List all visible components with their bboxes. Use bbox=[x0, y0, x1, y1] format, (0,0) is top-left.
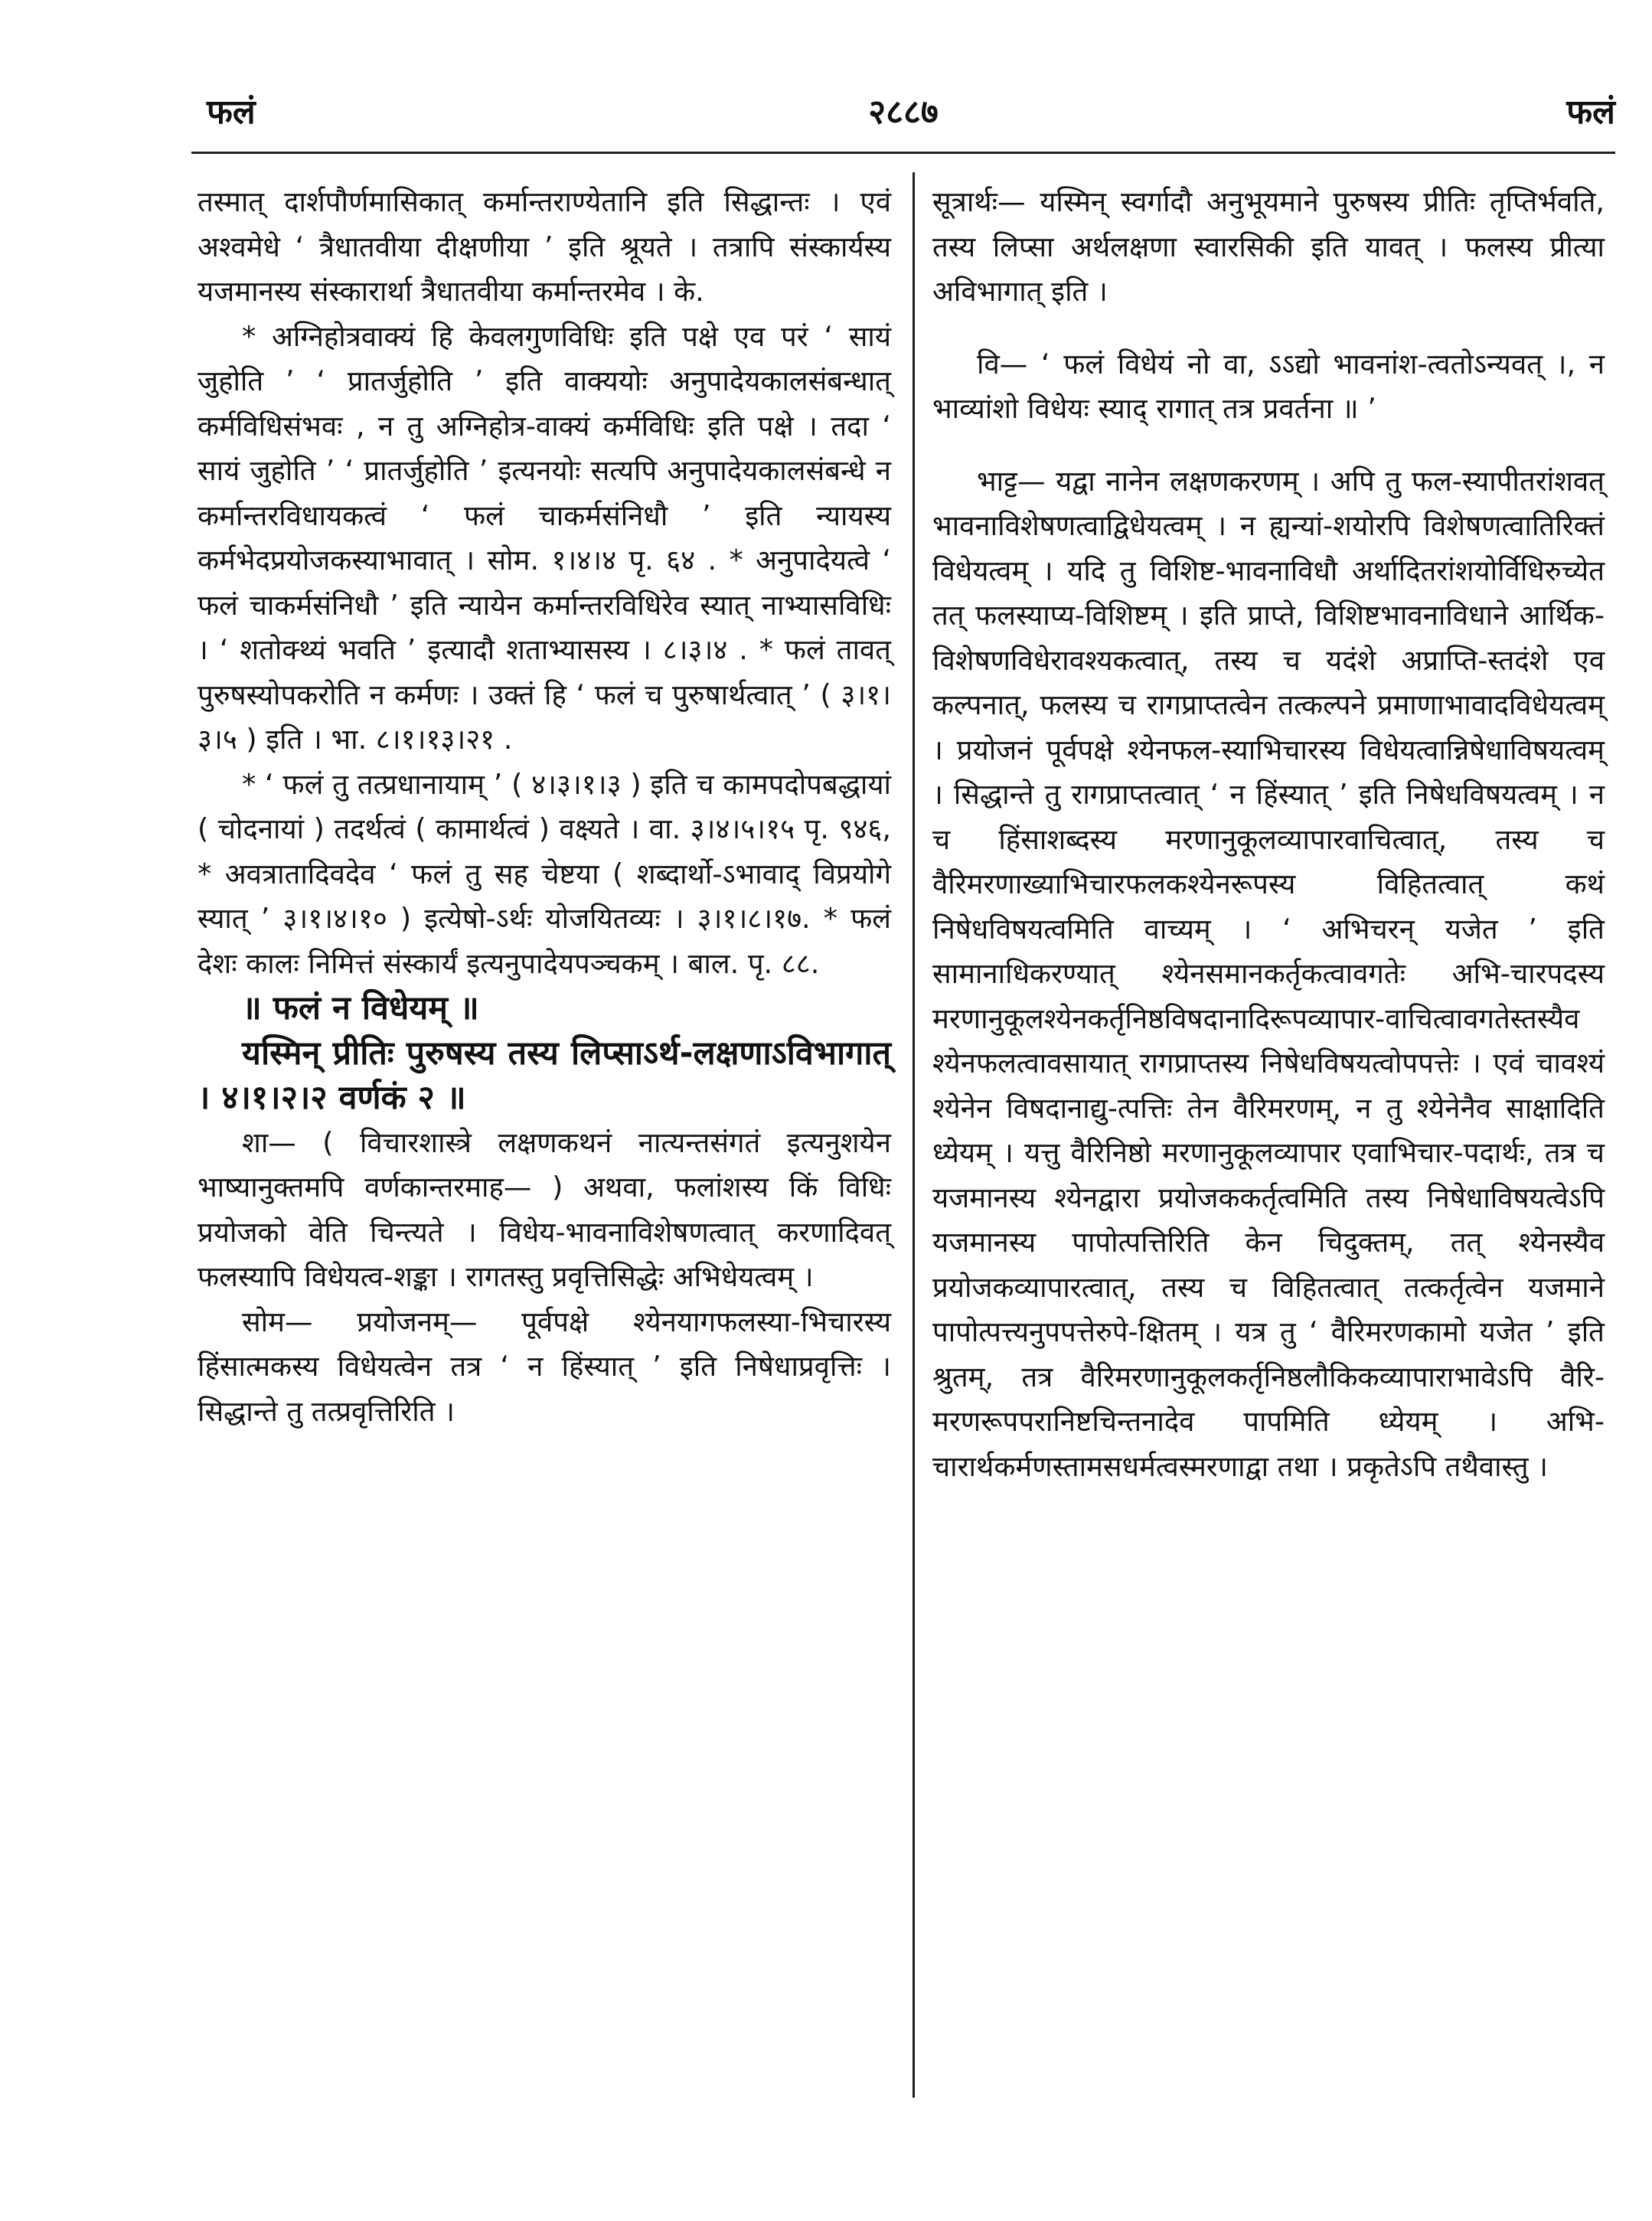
right-paragraph-bhatta: भाट्ट— यद्वा नानेन लक्षणकरणम् । अपि तु फल-स्यापीतरांशवत् भावनाविशेषणत्वाद्विधेयत्वम् । न ह्यन्यां-शयोरपि विशेषणत्वातिरिक्तं विधेयत्वम् । यदि तु विशिष्ट-भावनाविधौ अर्थादितरांशयोर्विधिरुच्येत तत् फलस्याप्य-विशिष्टम् । इति प्राप्ते, विशिष्टभावनाविधाने आर्थिक-विशेषणविधेरावश्यकत्वात्, तस्य च यदंशे अप्राप्ति-स्तदंशे एव कल्पनात्, फलस्य च रागप्राप्तत्वेन तत्कल्पने प्रमाणाभावादविधेयत्वम् । प्रयोजनं पूर्वपक्षे श्येनफल-स्याभिचारस्य विधेयत्वान्निषेधाविषयत्वम् । सिद्धान्ते तु रागप्राप्तत्वात् ‘ न हिंस्यात् ’ इति निषेधविषयत्वम् । न च हिंसाशब्दस्य मरणानुकूलव्यापारवाचित्वात्, तस्य च वैरिमरणाख्याभिचारफलकश्येनरूपस्य विहितत्वात् कथं निषेधविषयत्वमिति वाच्यम् । ‘ अभिचरन् यजेत ’ इति सामानाधिकरण्यात् श्येनसमानकर्तृकत्वावगतेः अभि-चारपदस्य मरणानुकूलश्येनकर्तृनिष्ठविषदानादिरूपव्यापार-वाचित्वावगतेस्तस्यैव श्येनफलत्वावसायात् रागप्राप्तस्य निषेधविषयत्वोपपत्तेः । एवं चावश्यं श्येनेन विषदानाद्यु-त्पत्तिः तेन वैरिमरणम्, न तु श्येनेनैव साक्षादिति ध्येयम् । यत्तु वैरिनिष्ठो मरणानुकूलव्यापार एवाभिचार-पदार्थः, तत्र च यजमानस्य श्येनद्वारा प्रयोजककर्तृत्वमिति तस्य निषेधाविषयत्वेऽपि यजमानस्य पापोत्पत्तिरिति केन चिदुक्तम्, तत् श्येनस्यैव प्रयोजकव्यापारत्वात्, तस्य च विहितत्वात् तत्कर्तृत्वेन यजमाने पापोत्पत्त्यनुपपत्तेरुपे-क्षितम् । यत्र तु ‘ वैरिमरणकामो यजेत ’ इति श्रुतम्, तत्र वैरिमरणानुकूलकर्तृनिष्ठलौकिकव्यापाराभावेऽपि वैरि-मरणरूपपरानिष्टचिन्तनादेव पापमिति ध्येयम् । अभि-चारार्थकर्मणस्तामसधर्मत्वस्मरणाद्वा तथा । प्रकृतेऽपि तथैवास्तु । bbox=[932, 464, 1605, 1483]
topic-heading: ॥ फलं न विधेयम् ॥ bbox=[242, 989, 479, 1027]
left-paragraph-soma: सोम— प्रयोजनम्— पूर्वपक्षे श्येनयागफलस्या-भिचारस्य हिंसात्मकस्य विधेयत्वेन तत्र ‘ न हिंस्यात् ’ इति निषेधाप्रवृत्तिः । सिद्धान्ते तु तत्प्रवृत्तिरिति । bbox=[198, 1305, 891, 1428]
page-number: २८८७ bbox=[868, 93, 939, 132]
left-paragraph-1: तस्मात् दार्शपौर्णमासिकात् कर्मान्तराण्येतानि इति सिद्धान्तः । एवं अश्वमेधे ‘ त्रैधातवीया दीक्षणीया ’ इति श्रूयते । तत्रापि संस्कार्यस्य यजमानस्य संस्कारार्था त्रैधातवीया कर्मान्तरमेव । के. bbox=[198, 185, 891, 308]
left-paragraph-3: * ‘ फलं तु तत्प्रधानायाम् ’ ( ४।३।१।३ ) इति च कामपदोपबद्धायां ( चोदनायां ) तदर्थत्वं ( कामार्थत्वं ) वक्ष्यते । वा. ३।४।५।१५ पृ. ९४६, * अवत्रातादिवदेव ‘ फलं तु सह चेष्टया ( शब्दार्थो-ऽभावाद् विप्रयोगे स्यात् ’ ३।१।४।१० ) इत्येषो-ऽर्थः योजयितव्यः । ३।१।८।१७. * फलं देशः कालः निमित्तं संस्कार्यं इत्यनुपादेयपञ्चकम् । बाल. पृ. ८८. bbox=[198, 767, 891, 980]
left-paragraph-shastra: शा— ( विचारशास्त्रे लक्षणकथनं नात्यन्तसंगतं इत्यनुशयेन भाष्यानुक्तमपि वर्णकान्तरमाह— ) अथवा, फलांशस्य किं विधिः प्रयोजको वेति चिन्त्यते । विधेय-भावनाविशेषणत्वात् करणादिवत् फलस्यापि विधेयत्व-शङ्का । रागतस्तु प्रवृत्तिसिद्धेः अभिधेयत्वम् । bbox=[198, 1125, 891, 1293]
left-paragraph-2: * अग्निहोत्रवाक्यं हि केवलगुणविधिः इति पक्षे एव परं ‘ सायं जुहोति ’ ‘ प्रातर्जुहोति ’ इति वाक्ययोः अनुपादेयकालसंबन्धात् कर्मविधिसंभवः , न तु अग्निहोत्र-वाक्यं कर्मविधिः इति पक्षे । तदा ‘ सायं जुहोति ’ ‘ प्रातर्जुहोति ’ इत्यनयोः सत्यपि अनुपादेयकालसंबन्धे न कर्मान्तरविधायकत्वं ‘ फलं चाकर्मसंनिधौ ’ इति न्यायस्य कर्मभेदप्रयोजकस्याभावात् । सोम. १।४।४ पृ. ६४ . * अनुपादेयत्वे ‘ फलं चाकर्मसंनिधौ ’ इति न्यायेन कर्मान्तरविधिरेव स्यात् नाभ्यासविधिः । ‘ शतोक्थ्यं भवति ’ इत्यादौ शताभ्यासस्य । ८।३।४ . * फलं तावत् पुरुषस्योपकरोति न कर्मणः । उक्तं हि ‘ फलं च पुरुषार्थत्वात् ’ ( ३।१।३।५ ) इति । भा. ८।१।१३।२१ . bbox=[198, 319, 891, 756]
right-paragraph-sutrartha: सूत्रार्थः— यस्मिन् स्वर्गादौ अनुभूयमाने पुरुषस्य प्रीतिः तृप्तिर्भवति, तस्य लिप्सा अर्थलक्षणा स्वारसिकी इति यावत् । फलस्य प्रीत्या अविभागात् इति । bbox=[932, 185, 1605, 308]
left-column bbox=[198, 180, 891, 2079]
page-header bbox=[191, 83, 1615, 144]
sutra-text: यस्मिन् प्रीतिः पुरुषस्य तस्य लिप्साऽर्थ-लक्षणाऽविभागात् । ४।१।२।२ वर्णकं २ ॥ bbox=[198, 1034, 891, 1117]
right-paragraph-verse: वि— ‘ फलं विधेयं नो वा, ऽऽद्यो भावनांश-त्वतोऽन्यवत् ।, न भाव्यांशो विधेयः स्याद् रागात् तत्र प्रवर्तना ॥ ’ bbox=[932, 347, 1605, 425]
header-rule bbox=[191, 152, 1615, 154]
column-divider bbox=[913, 172, 915, 2098]
header-left-keyword: फलं bbox=[207, 93, 256, 132]
right-column bbox=[932, 180, 1605, 2079]
header-right-keyword: फलं bbox=[1566, 93, 1615, 132]
